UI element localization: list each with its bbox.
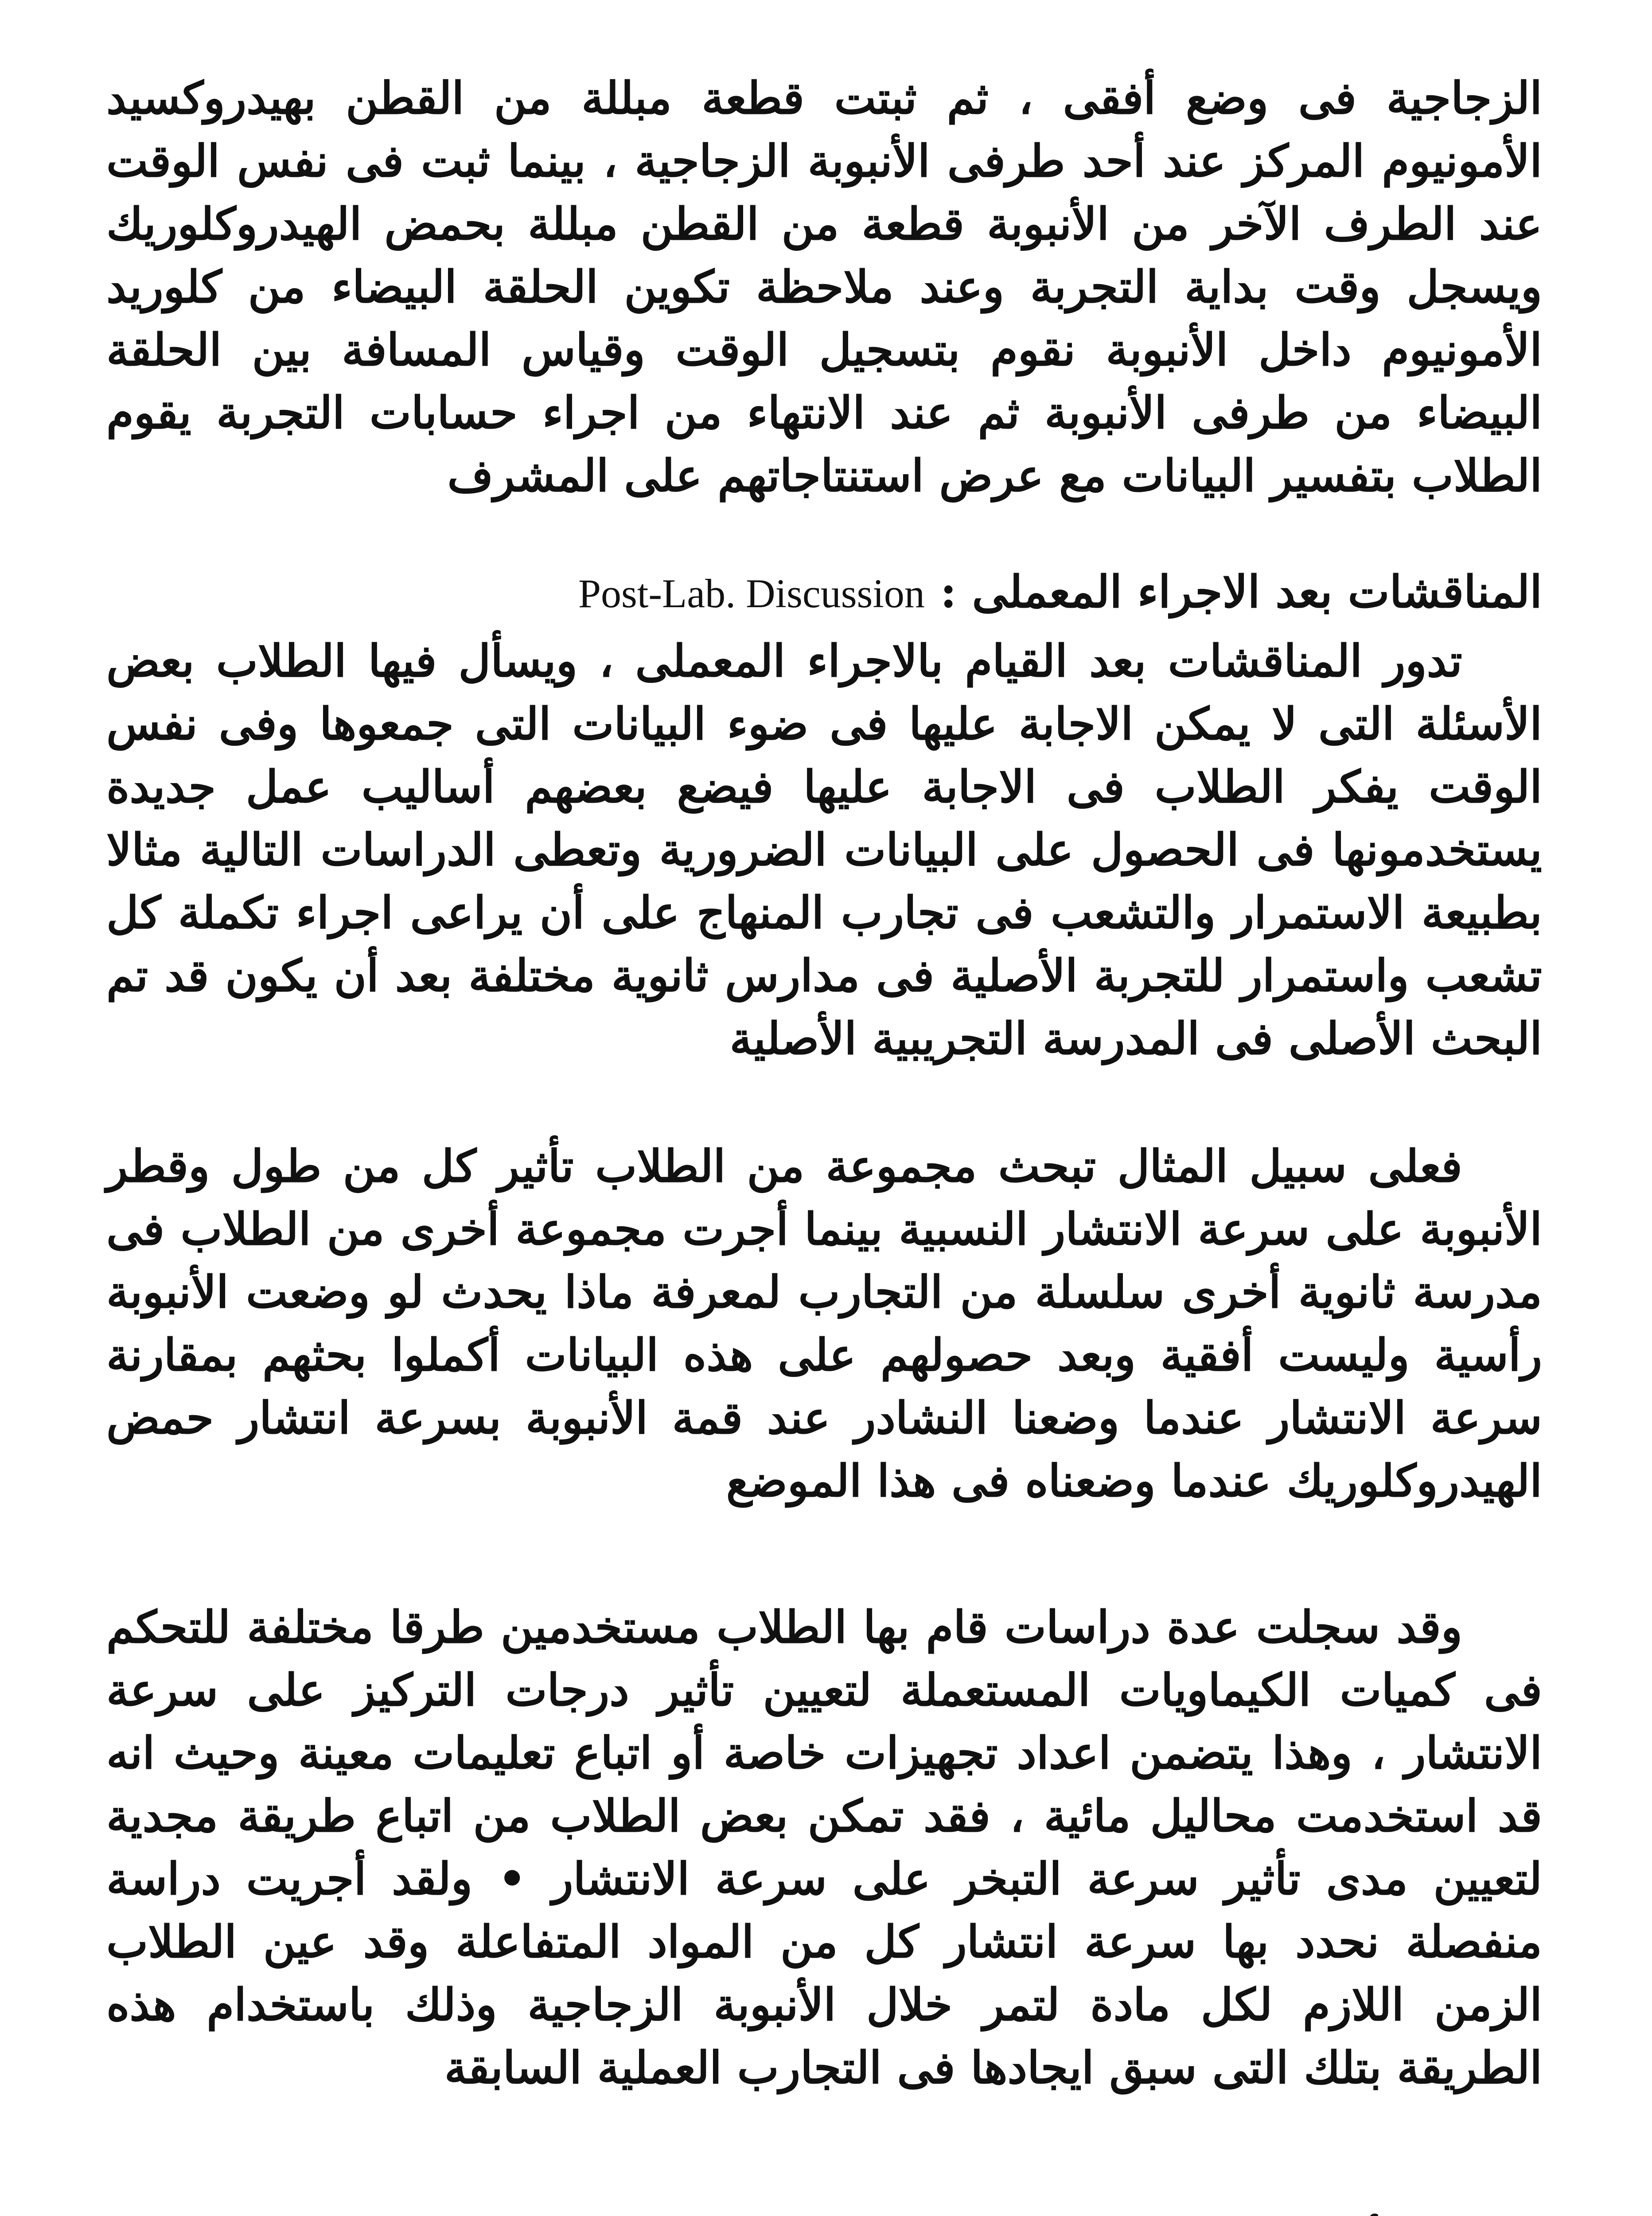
paragraph-3: فعلى سبيل المثال تبحث مجموعة من الطلاب تأثير كل من طول وقطر الأنبوبة على سرعة الانتشار النسبية بينما أجرت مجموعة أخرى من الطلاب فى مدرسة ثانوية أخرى سلسلة من التجارب لمعرفة ماذا يحدث لو وضعت الأنبوبة رأسية وليست أفقية وبعد حصولهم على هذه البيانات أكملوا بحثهم بمقارنة سرعة الانتشار عندما وضعنا النشادر عند قمة الأنبوبة بسرعة انتشار حمض الهيدروكلوريك عندما وضعناه فى هذا الموضع: [106, 1140, 1542, 1507]
paragraph-5: [106, 2212, 1542, 2216]
heading-arabic: المناقشات بعد الاجراء المعملى: [972, 566, 1542, 618]
section-heading: [576, 563, 1542, 622]
paragraph-1: الزجاجية فى وضع أفقى ، ثم ثبتت قطعة مبللة من القطن بهيدروكسيد الأمونيوم المركز عند أحد طرفى الأنبوبة الزجاجية ، بينما ثبت فى نفس الوقت عند الطرف الآخر من الأنبوبة قطعة من القطن مبللة بحمض الهيدروكلوريك ويسجل وقت بداية التجربة وعند ملاحظة تكوين الحلقة البيضاء من كلوريد الأمونيوم داخل الأنبوبة نقوم بتسجيل الوقت وقياس المسافة بين الحلقة البيضاء من طرفى الأنبوبة ثم عند الانتهاء من اجراء حسابات التجربة يقوم الطلاب بتفسير البيانات مع عرض استنتاجاتهم على المشرف: [106, 72, 1542, 502]
heading-separator: :: [940, 566, 957, 618]
paragraph-2: تدور المناقشات بعد القيام بالاجراء المعملى ، ويسأل فيها الطلاب بعض الأسئلة التى لا يمكن الاجابة عليها فى ضوء البيانات التى جمعوها وفى نفس الوقت يفكر الطلاب فى الاجابة عليها فيضع بعضهم أساليب عمل جديدة يستخدمونها فى الحصول على البيانات الضرورية وتعطى الدراسات التالية مثالا بطبيعة الاستمرار والتشعب فى تجارب المنهاج على أن يراعى اجراء تكملة كل تشعب واستمرار للتجربة الأصلية فى مدارس ثانوية مختلفة بعد أن يكون قد تم البحث الأصلى فى المدرسة التجريبية الأصلية: [106, 635, 1542, 1065]
paragraph-4: وقد سجلت عدة دراسات قام بها الطلاب مستخدمين طرقا مختلفة للتحكم فى كميات الكيماويات المستعملة لتعيين تأثير درجات التركيز على سرعة الانتشار ، وهذا يتضمن اعداد تجهيزات خاصة أو اتباع تعليمات معينة وحيث انه قد استخدمت محاليل مائية ، فقد تمكن بعض الطلاب من اتباع طريقة مجدية لتعيين مدى تأثير سرعة التبخر على سرعة الانتشار • ولقد أجريت دراسة منفصلة نحدد بها سرعة انتشار كل من المواد المتفاعلة وقد عين الطلاب الزمن اللازم لكل مادة لتمر خلال الأنبوبة الزجاجية وذلك باستخدام هذه الطريقة بتلك التى سبق ايجادها فى التجارب العملية السابقة: [106, 1601, 1543, 2094]
heading-english: Post-Lab. Discussion: [578, 571, 925, 616]
